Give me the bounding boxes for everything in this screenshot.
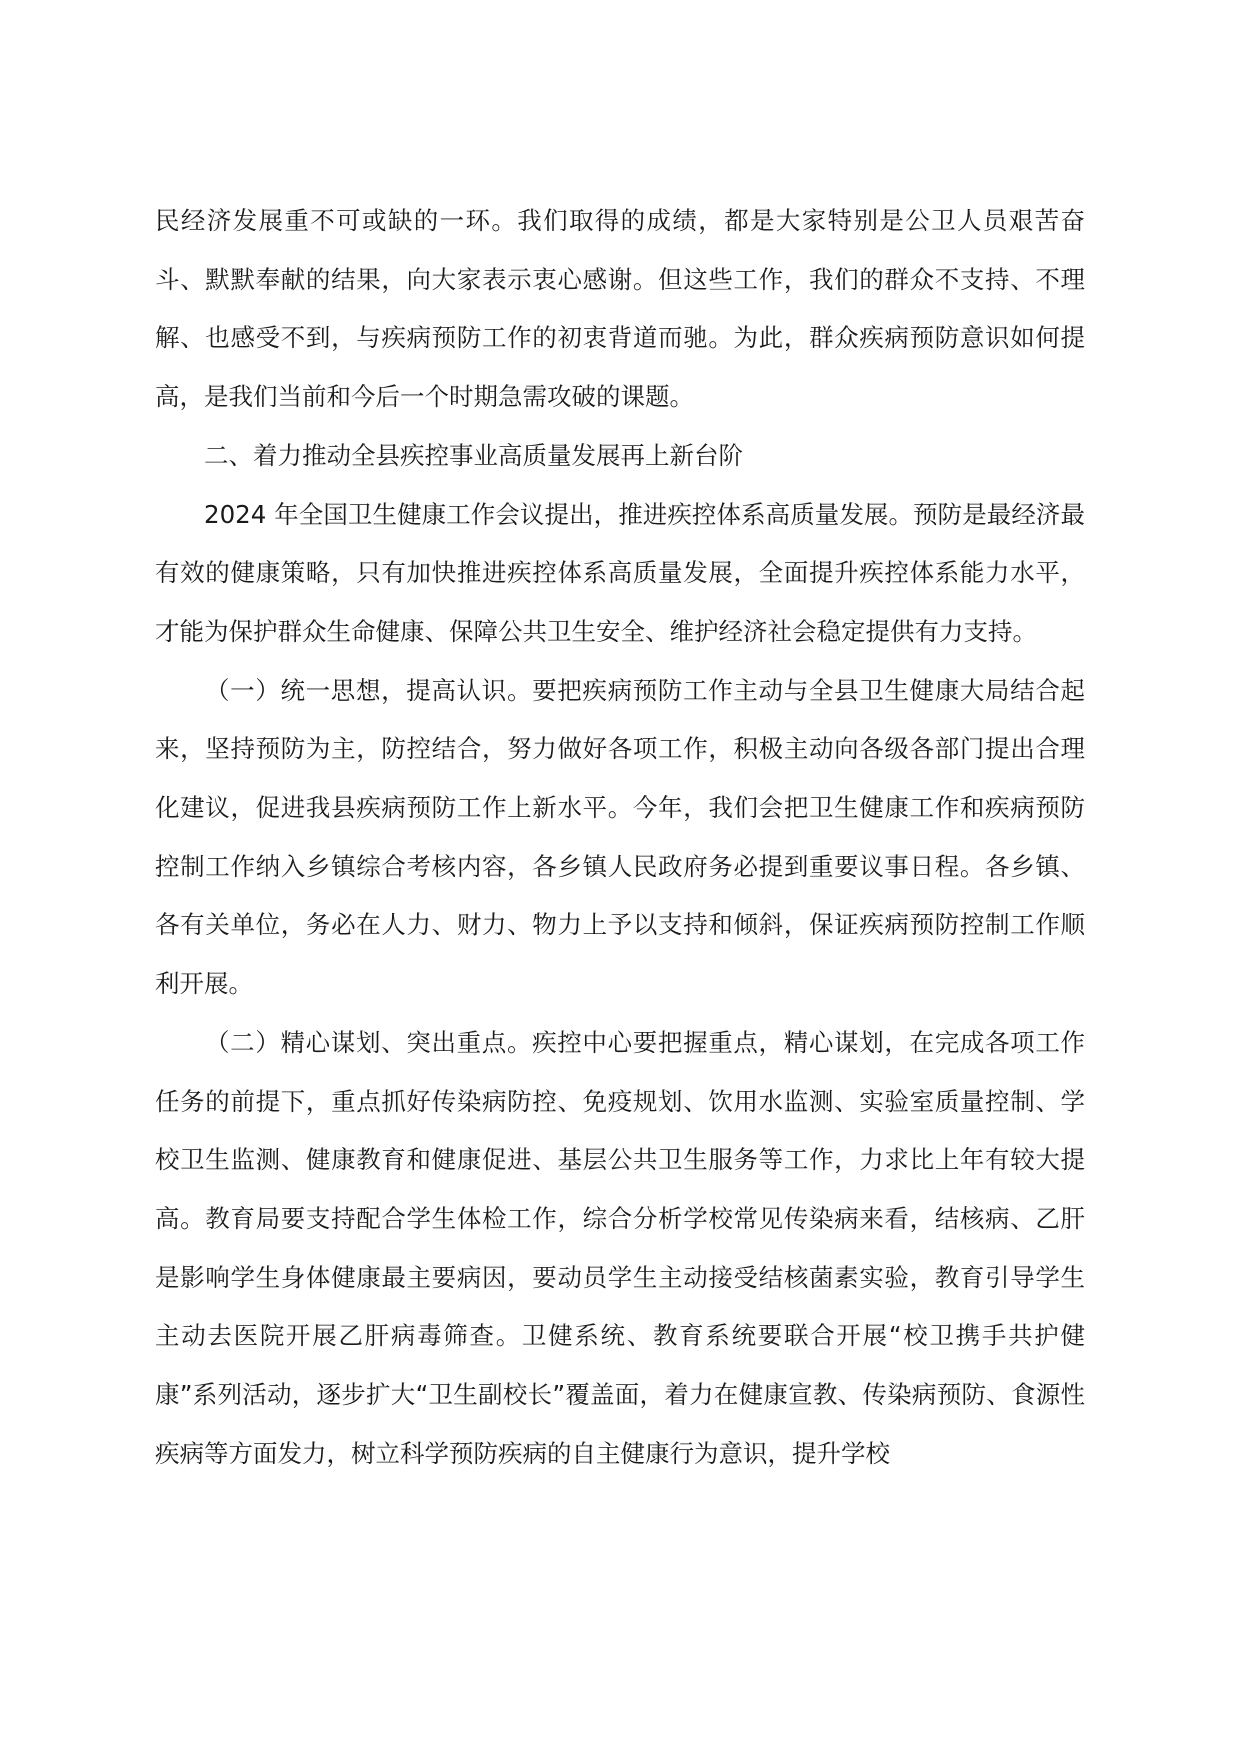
paragraph-item-2: （二）精心谋划、突出重点。疾控中心要把握重点，精心谋划，在完成各项工作任务的前提下，重点抓好传染病防控、免疫规划、饮用水监测、实验室质量控制、学校卫生监测、健康教育和健康促进、基层公共卫生服务等工作，力求比上年有较大提高。教育局要支持配合学生体检工作，综合分析学校常见传染病来看，结核病、乙肝是影响学生身体健康最主要病因，要动员学生主动接受结核菌素实验，教育引导学生主动去医院开展乙肝病毒筛查。卫健系统、教育系统要联合开展“校卫携手共护健康”系列活动，逐步扩大“卫生副校长”覆盖面，着力在健康宣教、传染病预防、食源性疾病等方面发力，树立科学预防疾病的自主健康行为意识，提升学校 xyxy=(155,1027,1085,1468)
section-heading: 二、着力推动全县疾控事业高质量发展再上新台阶 xyxy=(204,440,743,470)
document-body xyxy=(155,192,1085,1483)
paragraph-continuation: 民经济发展重不可或缺的一环。我们取得的成绩，都是大家特别是公卫人员艰苦奋斗、默默奉献的结果，向大家表示衷心感谢。但这些工作，我们的群众不支持、不理解、也感受不到，与疾病预防工作的初衷背道而驰。为此，群众疾病预防意识如何提高，是我们当前和今后一个时期急需攻破的课题。 xyxy=(155,206,1085,412)
paragraph-item-1: （一）统一思想，提高认识。要把疾病预防工作主动与全县卫生健康大局结合起来，坚持预防为主，防控结合，努力做好各项工作，积极主动向各级各部门提出合理化建议，促进我县疾病预防工作上新水平。今年，我们会把卫生健康工作和疾病预防控制工作纳入乡镇综合考核内容，各乡镇人民政府务必提到重要议事日程。各乡镇、各有关单位，务必在人力、财力、物力上予以支持和倾斜，保证疾病预防控制工作顺利开展。 xyxy=(155,675,1085,999)
paragraph-intro: 2024 年全国卫生健康工作会议提出，推进疾控体系高质量发展。预防是最经济最有效的健康策略，只有加快推进疾控体系高质量发展，全面提升疾控体系能力水平，才能为保护群众生命健康、保障公共卫生安全、维护经济社会稳定提供有力支持。 xyxy=(155,499,1085,646)
